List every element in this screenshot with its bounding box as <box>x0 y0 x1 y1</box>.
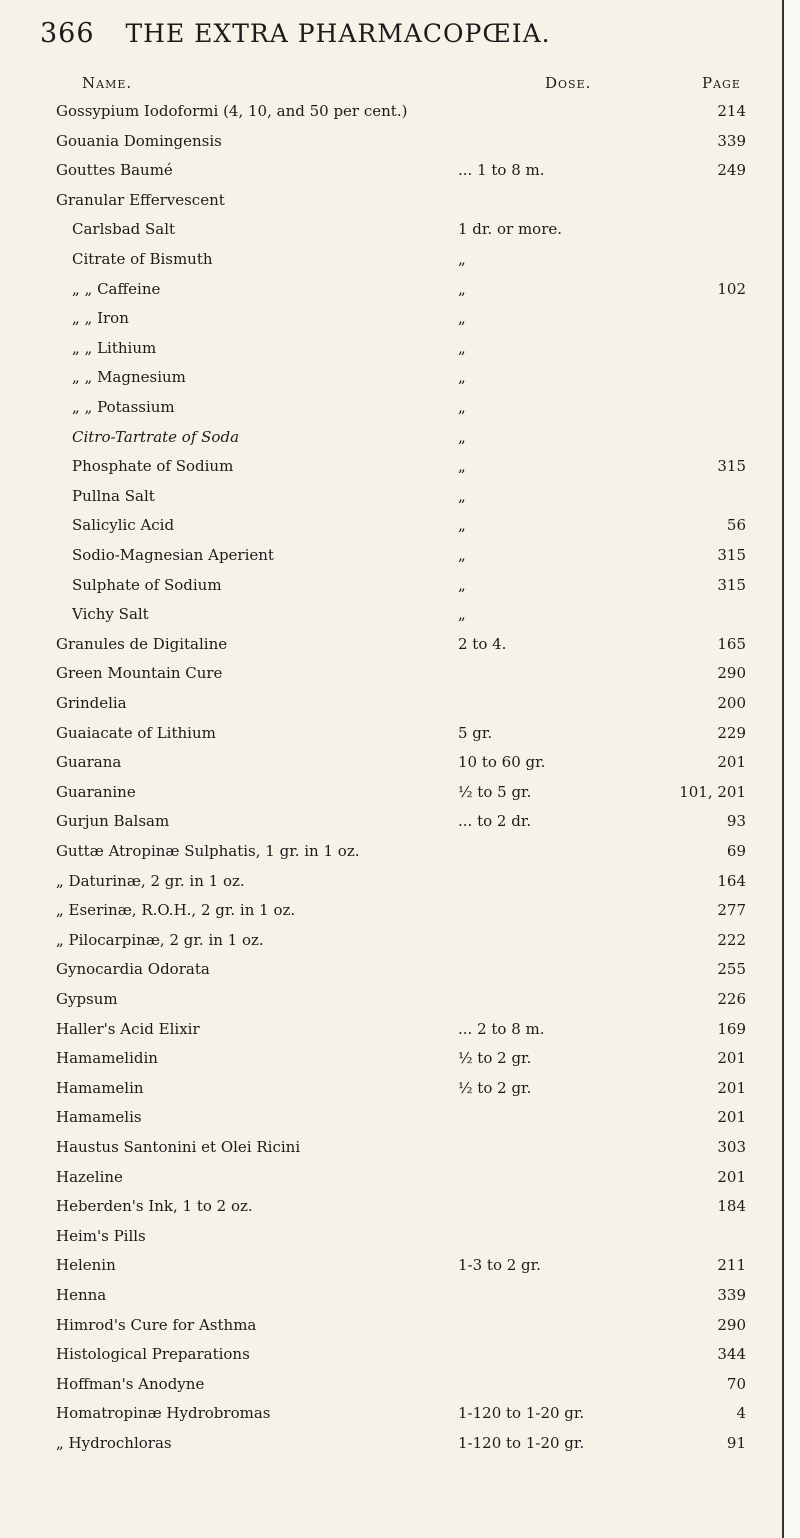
entry-name: Histological Preparations <box>56 1345 250 1364</box>
entry-dose: 10 to 60 gr. <box>458 753 546 772</box>
entry-name: Homatropinæ Hydrobromas <box>56 1404 271 1423</box>
entry-dose: ½ to 2 gr. <box>458 1078 532 1097</box>
entry-dose: „ <box>458 250 466 268</box>
entry-name: „ „ Lithium <box>72 338 157 357</box>
entry-name: Haustus Santonini et Olei Ricini <box>56 1138 301 1156</box>
entry-name: Citrate of Bismuth <box>72 250 213 268</box>
entry-name: Heberden's Ink, 1 to 2 oz. <box>56 1197 253 1216</box>
entry-name: Heim's Pills <box>56 1226 146 1245</box>
index-entry <box>56 958 746 980</box>
entry-name: Hamamelis <box>56 1108 142 1127</box>
entry-name: „ „ Potassium <box>72 398 175 416</box>
running-header <box>40 18 551 49</box>
index-entry <box>56 662 746 684</box>
index-entry <box>56 248 746 270</box>
entry-name: Helenin <box>56 1256 116 1275</box>
entry-name: Citro-Tartrate of Soda <box>72 427 240 446</box>
index-entry <box>56 633 746 655</box>
entry-page: 201 <box>717 1167 746 1186</box>
index-entry <box>56 603 746 625</box>
index-entry <box>56 1432 746 1454</box>
entry-name: Vichy Salt <box>72 605 149 624</box>
index-entry <box>56 218 746 240</box>
entry-name: Sulphate of Sodium <box>72 575 222 594</box>
index-entry <box>56 337 746 359</box>
index-entry <box>56 1166 746 1188</box>
entry-name: Pullna Salt <box>72 486 155 505</box>
index-entry <box>56 1343 746 1365</box>
entry-page: 226 <box>717 990 746 1008</box>
entry-name: Guaiacate of Lithium <box>56 723 216 742</box>
entry-page: 315 <box>717 457 746 476</box>
entry-page: 315 <box>717 546 746 564</box>
entry-page: 201 <box>717 1108 746 1127</box>
entry-name: Sodio-Magnesian Aperient <box>72 546 274 564</box>
entry-name: Gynocardia Odorata <box>56 960 210 979</box>
index-entry <box>56 130 746 152</box>
entry-page: 56 <box>726 516 746 535</box>
entry-name: „ „ Iron <box>72 309 129 328</box>
entry-name: „ „ Caffeine <box>72 279 161 298</box>
entry-name: Carlsbad Salt <box>72 220 176 239</box>
index-entry <box>56 870 746 892</box>
entry-name: Hamamelidin <box>56 1049 158 1068</box>
entry-name: Himrod's Cure for Asthma <box>56 1315 257 1334</box>
index-entry <box>56 544 746 566</box>
index-entry <box>56 751 746 773</box>
entry-page: 164 <box>717 871 746 890</box>
entry-page: 290 <box>717 1315 746 1334</box>
entry-dose: „ <box>458 368 466 387</box>
entry-page: 169 <box>717 1019 746 1038</box>
entry-page: 214 <box>717 102 746 120</box>
index-entry <box>56 514 746 536</box>
entry-dose: 1-120 to 1-20 gr. <box>458 1434 585 1452</box>
entry-name: „ Eserinæ, R.O.H., 2 gr. in 1 oz. <box>56 901 296 920</box>
entry-page: 70 <box>726 1374 746 1393</box>
entry-page: 93 <box>726 812 746 831</box>
index-entry <box>56 426 746 448</box>
entry-page: 201 <box>717 1049 746 1068</box>
index-entry <box>56 1077 746 1099</box>
entry-name: „ Pilocarpinæ, 2 gr. in 1 oz. <box>56 930 264 949</box>
index-entry <box>56 722 746 744</box>
entry-name: Green Mountain Cure <box>56 664 223 683</box>
index-entry <box>56 1284 746 1306</box>
entry-name: Haller's Acid Elixir <box>56 1019 200 1038</box>
entry-dose: „ <box>458 279 466 298</box>
index-entry <box>56 278 746 300</box>
index-entry <box>56 189 746 211</box>
index-entry <box>56 307 746 329</box>
index-entry <box>56 574 746 596</box>
entry-name: Guaranine <box>56 782 136 801</box>
facing-page-edge <box>782 0 800 1538</box>
entry-page: 201 <box>717 1078 746 1097</box>
entry-dose: ... 2 to 8 m. <box>458 1019 545 1038</box>
column-header-dose: Dose. <box>545 74 592 92</box>
entry-name: Hazeline <box>56 1167 123 1186</box>
entry-dose: „ <box>458 605 466 624</box>
index-entry <box>56 1136 746 1158</box>
entry-dose: 1-3 to 2 gr. <box>458 1256 541 1275</box>
index-entry <box>56 929 746 951</box>
entry-page: 222 <box>717 930 746 949</box>
entry-dose: ½ to 2 gr. <box>458 1049 532 1068</box>
entry-name: Salicylic Acid <box>72 516 175 535</box>
entry-dose: „ <box>458 427 466 446</box>
entry-page: 4 <box>736 1404 746 1423</box>
index-entry <box>56 1314 746 1336</box>
entry-page: 200 <box>717 694 746 712</box>
index-entry <box>56 1195 746 1217</box>
entry-dose: „ <box>458 546 466 564</box>
index-entry <box>56 366 746 388</box>
entry-page: 344 <box>717 1345 746 1364</box>
index-entry <box>56 692 746 714</box>
entry-dose: „ <box>458 575 466 594</box>
index-entry <box>56 100 746 122</box>
entry-dose: ½ to 5 gr. <box>458 782 532 801</box>
entry-page: 277 <box>717 901 746 920</box>
entry-name: Henna <box>56 1286 107 1304</box>
index-entry <box>56 455 746 477</box>
entry-page: 255 <box>717 960 746 979</box>
entry-dose: „ <box>458 516 466 535</box>
entry-dose: 2 to 4. <box>458 634 507 653</box>
entry-name: Grindelia <box>56 694 127 712</box>
entry-name: Phosphate of Sodium <box>72 457 234 476</box>
index-entry <box>56 988 746 1010</box>
entry-dose: „ <box>458 338 466 357</box>
index-entry <box>56 159 746 181</box>
entry-name: Guarana <box>56 753 122 772</box>
entry-page: 102 <box>717 279 746 298</box>
entry-page: 315 <box>717 575 746 594</box>
entry-dose: ... to 2 dr. <box>458 812 532 831</box>
entry-page: 165 <box>717 634 746 653</box>
entry-page: 339 <box>717 131 746 150</box>
index-entry <box>56 899 746 921</box>
entry-dose: „ <box>458 398 466 416</box>
entry-dose: „ <box>458 486 466 505</box>
entry-page: 249 <box>717 161 746 180</box>
entry-name: „ „ Magnesium <box>72 368 186 387</box>
entry-dose: „ <box>458 309 466 328</box>
index-entry <box>56 1018 746 1040</box>
entry-name: Gurjun Balsam <box>56 812 170 831</box>
index-entry <box>56 485 746 507</box>
entry-dose: 1 dr. or more. <box>458 220 563 239</box>
entry-page: 91 <box>726 1434 746 1452</box>
column-header-name: Name. <box>82 74 133 92</box>
index-entry <box>56 840 746 862</box>
entry-name: Gossypium Iodoformi (4, 10, and 50 per cent.) <box>56 102 408 120</box>
entry-name: „ Hydrochloras <box>56 1434 172 1452</box>
entry-page: 201 <box>717 753 746 772</box>
entry-page: 211 <box>717 1256 746 1275</box>
index-entry <box>56 781 746 803</box>
entry-name: Guttæ Atropinæ Sulphatis, 1 gr. in 1 oz. <box>56 842 360 860</box>
index-entry <box>56 1047 746 1069</box>
index-entry <box>56 1225 746 1247</box>
entry-name: Gouania Domingensis <box>56 131 222 150</box>
index-entry <box>56 1254 746 1276</box>
index-entry <box>56 1106 746 1128</box>
column-header-page: Page <box>702 74 741 92</box>
index-entry <box>56 810 746 832</box>
index-entry <box>56 1373 746 1395</box>
entry-dose: „ <box>458 457 466 476</box>
entry-page: 290 <box>717 664 746 683</box>
entry-dose: ... 1 to 8 m. <box>458 161 545 180</box>
book-title: THE EXTRA PHARMACOPŒIA. <box>125 19 551 48</box>
entry-page: 101, 201 <box>679 782 746 801</box>
entry-name: Hamamelin <box>56 1078 144 1097</box>
entry-name: Granular Effervescent <box>56 190 225 209</box>
entry-page: 229 <box>717 723 746 742</box>
entry-dose: 1-120 to 1-20 gr. <box>458 1404 585 1423</box>
entry-name: Gouttes Baumé <box>56 161 173 180</box>
index-entry <box>56 396 746 418</box>
entry-name: Gypsum <box>56 990 118 1008</box>
entry-name: „ Daturinæ, 2 gr. in 1 oz. <box>56 871 245 890</box>
page-number: 366 <box>40 18 95 49</box>
entry-page: 303 <box>717 1138 746 1156</box>
entry-page: 339 <box>717 1286 746 1304</box>
index-entry <box>56 1402 746 1424</box>
entry-name: Granules de Digitaline <box>56 634 228 653</box>
entry-name: Hoffman's Anodyne <box>56 1374 205 1393</box>
entry-page: 69 <box>726 842 746 860</box>
entry-dose: 5 gr. <box>458 723 493 742</box>
entry-page: 184 <box>717 1197 746 1216</box>
